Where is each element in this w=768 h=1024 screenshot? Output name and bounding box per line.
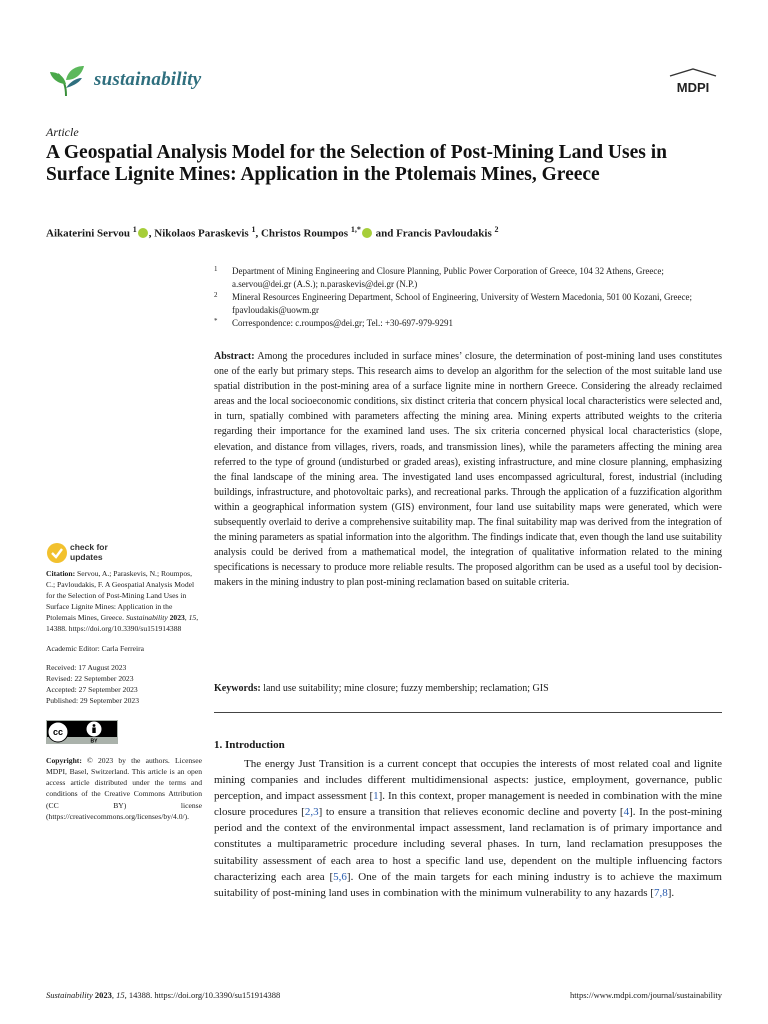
mdpi-logo-icon[interactable] (664, 68, 722, 96)
author-affiliation-marker: 1 (132, 225, 137, 234)
article-type: Article (46, 125, 79, 139)
academic-editor: Academic Editor: Carla Ferreira (46, 643, 145, 653)
section-heading: 1. Introduction (214, 739, 285, 751)
dates (46, 662, 202, 706)
check-for-updates-icon[interactable] (46, 542, 68, 564)
keywords-text: land use suitability; mine closure; fuzzy membership; reclamation; GIS (263, 683, 549, 694)
affiliation-marker: * (214, 317, 218, 325)
author-name: Aikaterini Servou (46, 227, 133, 240)
citation-link[interactable]: 2,3 (304, 806, 319, 819)
svg-text:MDPI: MDPI (676, 80, 710, 95)
author-list: Aikaterini Servou $^1$ , Nikolaos Paraskevis $^1$, Christos Roumpos $^{1,*}$ and Francis Pavloudakis $^2$ (46, 225, 499, 240)
citation-link[interactable]: 7,8 (653, 886, 668, 899)
journal-name[interactable]: sustainability (94, 69, 202, 90)
affiliation-item (214, 265, 724, 291)
citation: Citation: Servou, A.; Paraskevis, N.; Roumpos, C.; Pavloudakis, F. A Geospatial Analysis Model for the Selection of Post-Mining Land Uses in Surface Lignite Mines: Application in the Ptolemais Mines, Greece. Sustainability 2023, 15, 14388. https://doi.org/10.3390/su151914388 (46, 569, 199, 634)
orcid-icon[interactable] (362, 228, 372, 238)
affiliation-text: Mineral Resources Engineering Department, School of Engineering, University of Western Macedonia, 501 00 Kozani, Greece; fpavloudakis@uowm.gr (232, 292, 692, 315)
footer-citation: Sustainability 2023, 15, 14388. https://doi.org/10.3390/su151914388 (46, 990, 281, 1000)
affiliations (214, 265, 724, 330)
affiliation-item (214, 317, 724, 330)
svg-text:cc: cc (52, 727, 64, 738)
check-for-updates-label[interactable]: check for updates (70, 542, 108, 562)
abstract (214, 349, 722, 591)
keywords (214, 682, 722, 696)
journal-header (46, 62, 722, 102)
date-published: Published: 29 September 2023 (46, 695, 140, 705)
introduction-paragraph: The energy Just Transition is a current concept that occupies the interests of most related coal and lignite mining companies and includes different multidimensional aspects: justice, employment, governance, public perception, and impact assessment [1]. In this context, proper management is needed in combination with the mine closure procedures [2,3] to ensure a transition that relieves economic decline and poverty [4]. In the post-mining period and the context of the environmental impact assessment, land reclamation is of primary importance and constitutes a multiparametric procedure including several phases. In turn, land reclamation presupposes the suitability assessment of each area to host a specific land use, dependent on the multiple influencing factors characterizing each area [5,6]. One of the main targets for each mining industry is to achieve the maximum suitability of post-mining land uses in combination with the minimum vulnerability to any hazards [7,8]. (214, 758, 722, 899)
article-title: A Geospatial Analysis Model for the Selection of Post-Mining Land Uses in Surface Lignite Mines: Application in the Ptolemais Mines, Greece (46, 142, 667, 185)
date-accepted: Accepted: 27 September 2023 (46, 684, 138, 694)
author-affiliation-marker: 2 (494, 225, 499, 234)
check-for-updates-badge[interactable] (46, 540, 202, 566)
citation-link[interactable]: 1 (373, 790, 379, 803)
abstract-text: Among the procedures included in surface mines’ closure, the determination of post-mining land uses constitutes one of the early but primary steps. This research aims to develop an algorithm for the selection of the most suitable land use spatial distribution in the post-mining area of a surface lignite mine in northern Greece. Considering the already reclaimed areas and the local socioeconomic conditions, six distinct criteria that concern physical local characteristics were selected and, in turn, spatially combined with parameters affecting the mining area. Mining experts attributed weights to the criteria regarding their importance for the examined land uses. The six criteria concerned physical local characteristics (slope, elevation, and distance from villages, rivers, roads, and transmission lines), while the parameters affecting the mining area referred to the type of ground (undisturbed or graded areas), existing infrastructure, and mine closure planning, emphasizing the final landscape of the mining area. The investigated land uses encompassed agricultural, forest, industrial (including buildings, infrastructure, and photovoltaic parks), and recreational parks. Through the application of a fuzzification algorithm within a geographical information system (GIS) environment, four land use suitability maps were generated, which were subsequently overlaid to derive a comprehensive suitability map. The final suitability map was derived from the integration of the mining parameters as spatial information into the algorithm. The findings indicate that, even though the land use suitability analysis could be derived from a mathematical model, the integration of qualitative information related to the mining specifications is necessary to produce more reliable results. The proposed algorithm can be used as a useful tool by decision-makers in the mining industry to plan post-mining reclamation based on suitable criteria. (214, 351, 722, 589)
keywords-label: Keywords: (214, 683, 261, 694)
divider (214, 712, 722, 713)
copyright: Copyright: © 2023 by the authors. Licensee MDPI, Basel, Switzerland. This article is an open access article distributed under the terms and conditions of the Creative Commons Attribution (CC BY) license (https://creativecommons.org/licenses/by/4.0/). (46, 756, 202, 821)
abstract-label: Abstract: (214, 351, 255, 362)
affiliation-text: Department of Mining Engineering and Closure Planning, Public Power Corporation of Greece, 104 32 Athens, Greece; a.servou@dei.gr (A.S.); n.paraskevis@dei.gr (N.P.) (232, 266, 664, 289)
author-name: Francis Pavloudakis (396, 227, 495, 240)
cc-by-license-icon[interactable] (46, 720, 118, 744)
footer-journal-url[interactable]: https://www.mdpi.com/journal/sustainability (570, 990, 722, 1000)
citation-link[interactable]: 4 (623, 806, 630, 819)
date-received: Received: 17 August 2023 (46, 662, 127, 672)
sidebar (46, 540, 202, 830)
affiliation-marker: 1 (214, 265, 218, 273)
affiliation-item (214, 291, 724, 317)
leaf-logo-icon (46, 62, 86, 98)
svg-text:BY: BY (90, 738, 98, 745)
affiliation-marker: 2 (214, 291, 218, 299)
author-affiliation-marker: 1 (251, 225, 256, 234)
author-name: Christos Roumpos (260, 227, 351, 240)
author-affiliation-marker: 1,* (350, 225, 361, 234)
citation-link[interactable]: 5,6 (333, 870, 347, 883)
author-name: Nikolaos Paraskevis (154, 227, 252, 240)
affiliation-text: Correspondence: c.roumpos@dei.gr; Tel.: +30-697-979-9291 (232, 318, 454, 328)
date-revised: Revised: 22 September 2023 (46, 673, 134, 683)
orcid-icon[interactable] (138, 228, 148, 238)
